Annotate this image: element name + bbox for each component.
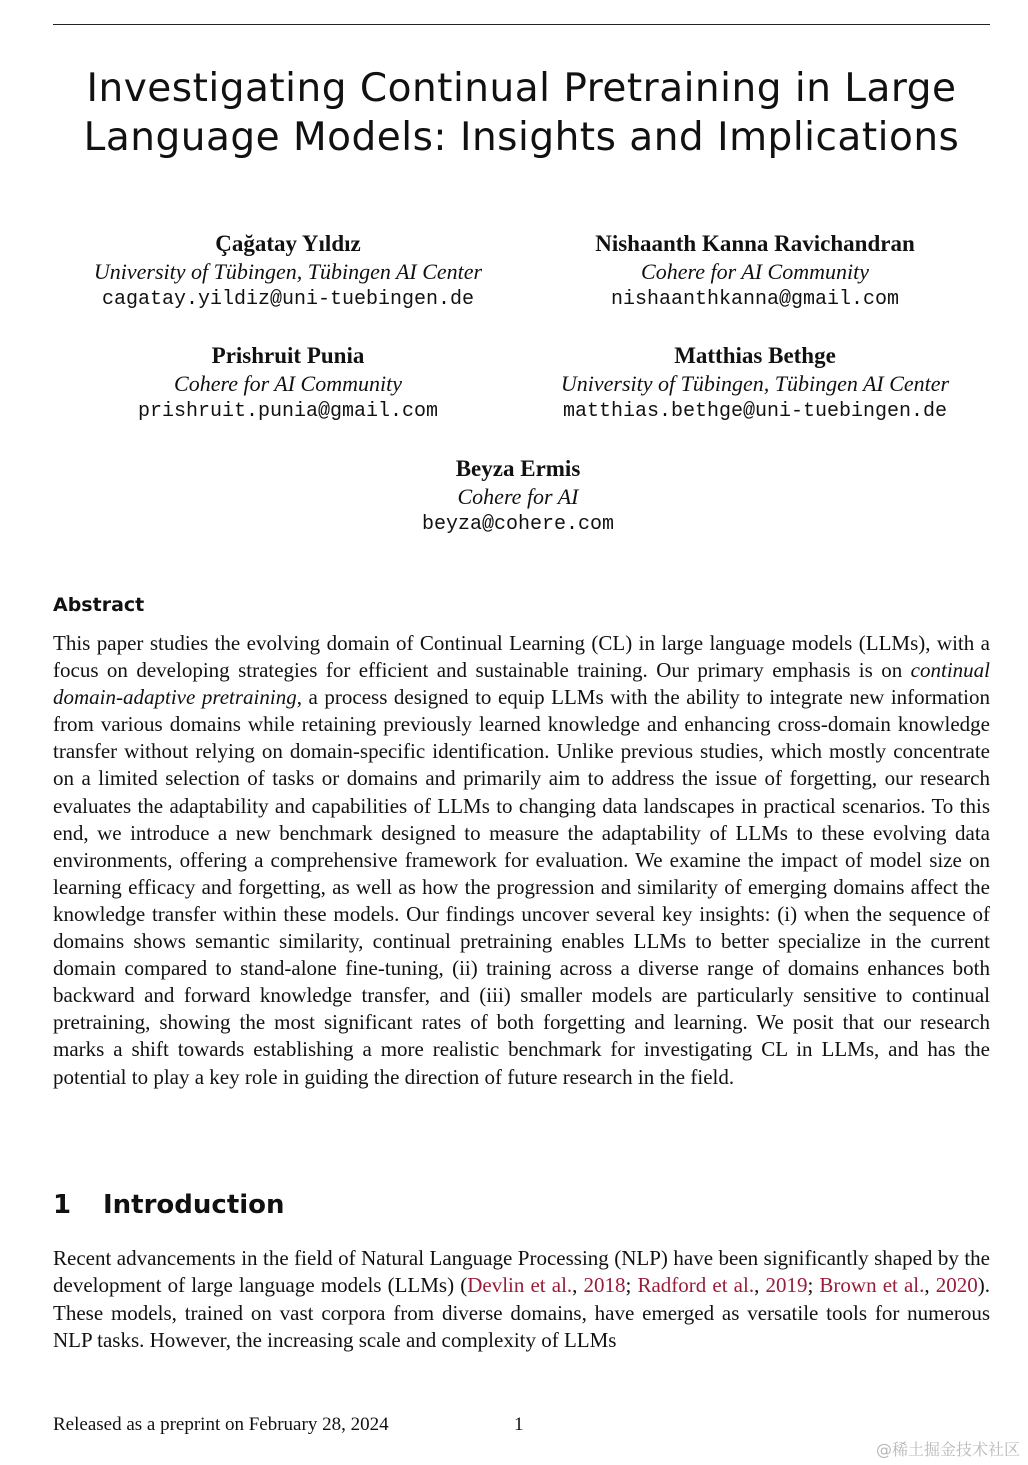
author-affiliation: Cohere for AI (457, 484, 579, 509)
author-affiliation: University of Tübingen, Tübingen AI Center (93, 259, 483, 284)
abstract-part-2: , a process designed to equip LLMs with the ability to integrate new information from various domains while retaining previously learned knowledge and enhancing cross-domain knowledge transfer without relying on domain-specific identification. Unlike previous studies, which mostly concentrate on a limited selection of tasks or domains and primarily aim to address the issue of forgetting, our research evaluates the adaptability and capabilities of LLMs to changing data landscapes in practical scenarios. To this end, we introduce a new benchmark designed to measure the adaptability of LLMs to these evolving data environments, offering a comprehensive framework for evaluation. We examine the impact of model size on learning efficacy and forgetting, as well as how the progression and similarity of emerging domains affect the knowledge transfer within these models. Our findings uncover several key insights: (i) when the sequence of domains shows semantic similarity, continual pretraining enables LLMs to better specialize in the current domain compared to stand-alone fine-tuning, (ii) training across a diverse range of domains enhances both backward and forward knowledge transfer, and (iii) smaller models are particularly sensitive to continual pretraining, showing the most significant rates of both forgetting and learning. We posit that our research marks a shift towards establishing a more realistic benchmark for investigating CL in LLMs, and has the potential to play a key role in guiding the direction of future research in the field. (53, 685, 990, 1089)
title-line-1: Investigating Continual Pretraining in Large (86, 66, 957, 111)
author-name: Prishruit Punia (211, 343, 365, 368)
cite-sep: ; (625, 1273, 638, 1298)
author-affiliation: University of Tübingen, Tübingen AI Center (560, 371, 950, 396)
section-heading-introduction (53, 1190, 285, 1220)
cite-sep: ; (807, 1273, 820, 1298)
page-number: 1 (514, 1414, 524, 1435)
author-affiliation: Cohere for AI Community (174, 371, 402, 396)
citation-brown[interactable]: Brown et al. (819, 1273, 925, 1298)
author-email[interactable]: beyza@cohere.com (421, 513, 615, 536)
abstract-text (53, 630, 990, 1091)
cite-sep: , (572, 1273, 584, 1298)
author-name: Beyza Ermis (455, 456, 581, 481)
author-email[interactable]: prishruit.punia@gmail.com (137, 400, 439, 423)
author-block-5 (283, 455, 753, 539)
author-affiliation: Cohere for AI Community (641, 259, 869, 284)
paper-title (53, 64, 990, 162)
abstract-heading: Abstract (53, 594, 145, 616)
author-block-2 (520, 230, 990, 314)
footer-release-note: Released as a preprint on February 28, 2024 (53, 1414, 389, 1435)
top-rule (53, 24, 990, 25)
citation-radford[interactable]: Radford et al. (637, 1273, 755, 1298)
cite-sep: , (754, 1273, 766, 1298)
citation-radford-year[interactable]: 2019 (765, 1273, 808, 1298)
cite-author: Devlin et al. (467, 1273, 573, 1298)
author-name: Nishaanth Kanna Ravichandran (595, 231, 915, 256)
cite-sep: , (924, 1273, 936, 1298)
watermark: @稀土掘金技术社区 (875, 1440, 1020, 1459)
citation-brown-year[interactable]: 2020 (935, 1273, 978, 1298)
author-email[interactable]: cagatay.yildiz@uni-tuebingen.de (101, 288, 475, 311)
title-line-2: Language Models: Insights and Implications (83, 115, 960, 160)
author-block-1 (53, 230, 523, 314)
section-number: 1 (53, 1190, 72, 1220)
author-email[interactable]: matthias.bethge@uni-tuebingen.de (562, 400, 948, 423)
abstract-part-1: This paper studies the evolving domain of Continual Learning (CL) in large language models (LLMs), with a focus on developing strategies for efficient and sustainable training. Our primary emphasis is on (53, 631, 990, 683)
citation-devlin[interactable] (467, 1273, 572, 1297)
introduction-text (53, 1245, 990, 1355)
section-title: Introduction (103, 1190, 285, 1220)
intro-text-1: Recent advancements in the field of Natural Language Processing (NLP) have been significantly shaped by the development of large language models (LLMs) ( (53, 1246, 990, 1298)
author-email[interactable]: nishaanthkanna@gmail.com (610, 288, 900, 311)
intro-text-2: ). These models, trained on vast corpora from diverse domains, have emerged as versatile tools for numerous NLP tasks. However, the increasing scale and complexity of LLMs (53, 1273, 991, 1353)
author-name: Matthias Bethge (674, 343, 836, 368)
abstract-emphasis: continual domain-adaptive pretraining (53, 658, 990, 710)
citation-devlin-year[interactable]: 2018 (583, 1273, 626, 1298)
author-name: Çağatay Yıldız (215, 231, 361, 256)
author-block-3 (53, 342, 523, 426)
author-block-4 (520, 342, 990, 426)
